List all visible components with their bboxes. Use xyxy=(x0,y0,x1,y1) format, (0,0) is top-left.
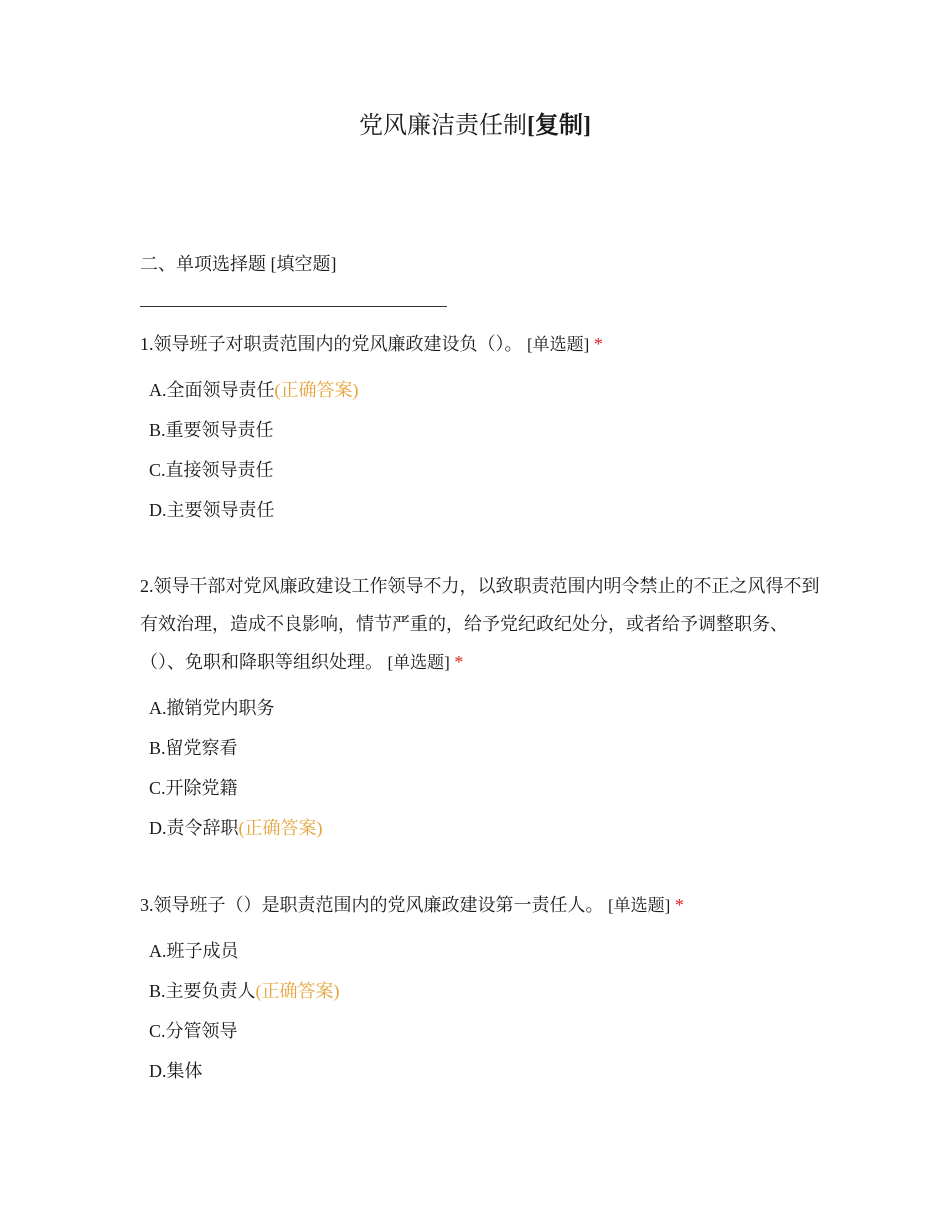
option-b[interactable] xyxy=(140,410,820,450)
option-label: A.撤销党内职务 xyxy=(149,698,275,718)
fill-blank-line[interactable] xyxy=(140,306,447,307)
option-d[interactable] xyxy=(140,808,820,848)
question-type: [单选题] xyxy=(608,896,671,915)
option-a[interactable] xyxy=(140,688,820,728)
question-2 xyxy=(140,567,820,848)
option-label: D.集体 xyxy=(149,1061,203,1081)
question-3 xyxy=(140,886,820,1091)
option-label: A.全面领导责任 xyxy=(149,380,275,400)
option-label: A.班子成员 xyxy=(149,941,239,961)
option-c[interactable] xyxy=(140,1011,820,1051)
option-label: D.主要领导责任 xyxy=(149,500,275,520)
option-label: C.分管领导 xyxy=(149,1021,238,1041)
question-1 xyxy=(140,325,820,530)
question-type: [单选题] xyxy=(387,653,450,672)
option-b[interactable] xyxy=(140,728,820,768)
question-text: 1.领导班子对职责范围内的党风廉政建设负（）。 xyxy=(140,334,523,354)
required-mark: * xyxy=(593,334,603,354)
question-type: [单选题] xyxy=(527,335,590,354)
option-b[interactable] xyxy=(140,971,820,1011)
question-text: 2.领导干部对党风廉政建设工作领导不力，以致职责范围内明令禁止的不正之风得不到有效治理，造成不良影响，情节严重的，给予党纪政纪处分，或者给予调整职务、（）、免职和降职等组织处理。 xyxy=(140,576,820,672)
correct-answer-tag: (正确答案) xyxy=(274,380,359,400)
option-list xyxy=(140,370,820,530)
page-title-text: 党风廉洁责任制 xyxy=(359,113,527,139)
page-title xyxy=(0,110,950,142)
option-label: C.开除党籍 xyxy=(149,778,238,798)
correct-answer-tag: (正确答案) xyxy=(238,818,323,838)
option-label: B.主要负责人 xyxy=(149,981,256,1001)
option-c[interactable] xyxy=(140,450,820,490)
required-mark: * xyxy=(674,895,684,915)
required-mark: * xyxy=(454,652,464,672)
question-stem xyxy=(140,567,820,682)
option-list xyxy=(140,688,820,848)
question-stem xyxy=(140,325,820,364)
correct-answer-tag: (正确答案) xyxy=(255,981,340,1001)
option-label: C.直接领导责任 xyxy=(149,460,274,480)
question-stem xyxy=(140,886,820,925)
option-label: B.留党察看 xyxy=(149,738,238,758)
copy-tag: [复制] xyxy=(527,113,591,139)
question-text: 3.领导班子（）是职责范围内的党风廉政建设第一责任人。 xyxy=(140,895,604,915)
option-c[interactable] xyxy=(140,768,820,808)
option-d[interactable] xyxy=(140,490,820,530)
option-a[interactable] xyxy=(140,931,820,971)
section-heading: 二、单项选择题 [填空题] xyxy=(140,254,337,274)
option-label: B.重要领导责任 xyxy=(149,420,274,440)
option-a[interactable] xyxy=(140,370,820,410)
option-label: D.责令辞职 xyxy=(149,818,239,838)
option-d[interactable] xyxy=(140,1051,820,1091)
option-list xyxy=(140,931,820,1091)
